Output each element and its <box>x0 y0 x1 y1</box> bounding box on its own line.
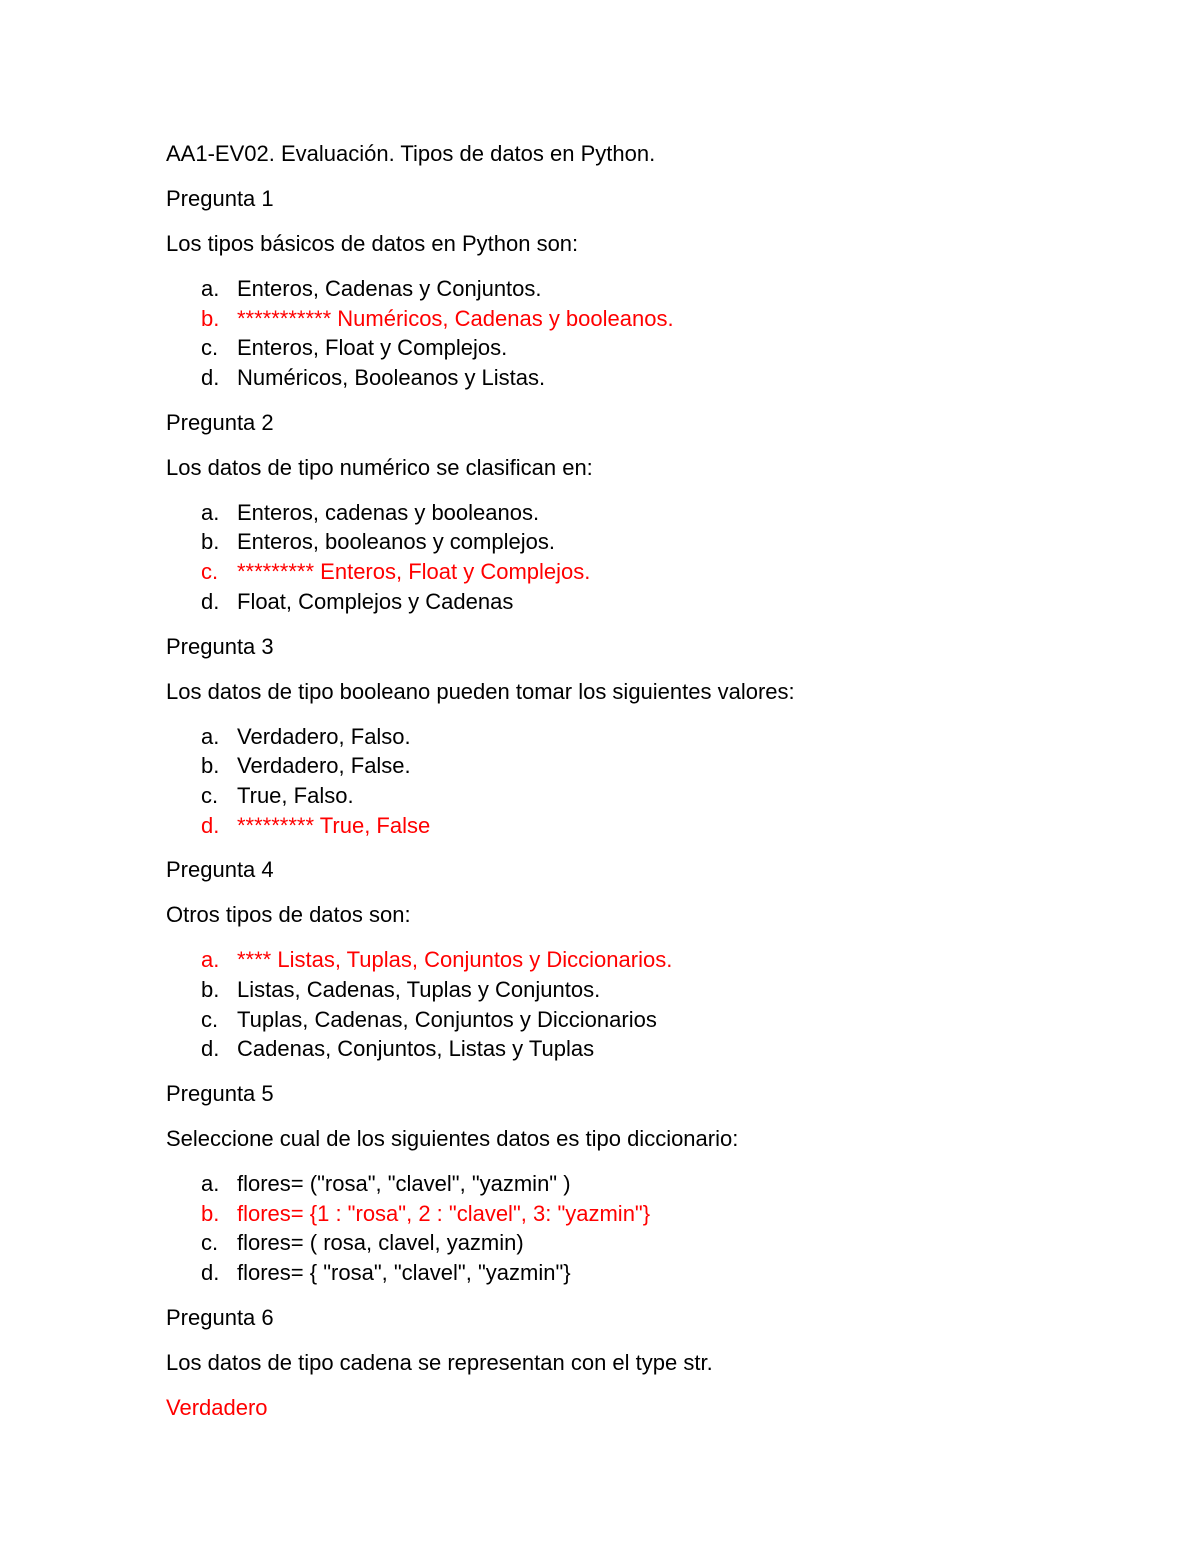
option-item <box>166 527 1126 557</box>
option-letter: c. <box>201 1006 219 1032</box>
option-text: Verdadero, Falso. <box>237 723 411 749</box>
option-letter: d. <box>201 1260 220 1286</box>
option-item <box>166 274 1126 304</box>
option-letter: a. <box>201 499 220 525</box>
option-letter: d. <box>201 588 220 614</box>
option-text: Float, Complejos y Cadenas <box>237 588 514 614</box>
option-text: True, Falso. <box>237 782 354 808</box>
option-text: Enteros, cadenas y booleanos. <box>237 499 540 525</box>
question-text: Los tipos básicos de datos en Python son: <box>166 231 579 256</box>
option-text: Enteros, booleanos y complejos. <box>237 529 555 555</box>
option-text: Enteros, Cadenas y Conjuntos. <box>237 276 542 301</box>
question-text: Los datos de tipo numérico se clasifican en: <box>166 454 593 480</box>
option-letter: b. <box>201 1200 220 1226</box>
option-text: flores= ("rosa", "clavel", "yazmin" ) <box>237 1171 571 1196</box>
option-letter: c. <box>201 782 219 808</box>
option-letter: a. <box>201 947 220 973</box>
option-item <box>166 587 1126 617</box>
correct-option <box>166 304 1126 334</box>
question-block <box>166 855 1126 1064</box>
options-list <box>166 1169 1126 1288</box>
question-label: Pregunta 3 <box>166 633 274 659</box>
option-text: Tuplas, Cadenas, Conjuntos y Diccionarios <box>237 1006 657 1032</box>
document-page <box>166 139 1126 1423</box>
question-block <box>166 184 1126 393</box>
question-label: Pregunta 5 <box>166 1081 274 1106</box>
question-block <box>166 632 1126 841</box>
option-item <box>166 975 1126 1005</box>
option-text: ********* Enteros, Float y Complejos. <box>237 559 591 585</box>
option-letter: c. <box>201 1230 219 1256</box>
option-text: Numéricos, Booleanos y Listas. <box>237 365 546 391</box>
correct-option <box>166 945 1126 975</box>
option-text: *********** Numéricos, Cadenas y booleanos. <box>237 305 674 331</box>
option-item <box>166 1169 1126 1199</box>
option-letter: b. <box>201 305 220 331</box>
option-item <box>166 722 1126 752</box>
question-label: Pregunta 1 <box>166 186 274 211</box>
option-letter: d. <box>201 1036 220 1062</box>
option-text: **** Listas, Tuplas, Conjuntos y Diccionarios. <box>237 947 673 973</box>
option-letter: d. <box>201 812 220 838</box>
option-letter: b. <box>201 976 220 1002</box>
option-text: flores= {1 : "rosa", 2 : "clavel", 3: "yazmin"} <box>237 1200 651 1226</box>
option-item <box>166 363 1126 393</box>
correct-option <box>166 557 1126 587</box>
option-letter: c. <box>201 559 219 585</box>
option-item <box>166 751 1126 781</box>
option-letter: c. <box>201 335 219 361</box>
correct-option <box>166 1199 1126 1229</box>
option-item <box>166 1228 1126 1258</box>
option-letter: a. <box>201 723 220 749</box>
option-letter: d. <box>201 365 220 391</box>
option-text: Verdadero, False. <box>237 753 411 779</box>
option-letter: b. <box>201 753 220 779</box>
answer-text: Verdadero <box>166 1394 268 1420</box>
question-block <box>166 1303 1126 1423</box>
option-text: Listas, Cadenas, Tuplas y Conjuntos. <box>237 976 601 1002</box>
option-item <box>166 333 1126 363</box>
option-letter: b. <box>201 529 220 555</box>
question-block <box>166 408 1126 617</box>
question-block <box>166 1079 1126 1288</box>
question-text: Otros tipos de datos son: <box>166 902 411 928</box>
question-text: Los datos de tipo cadena se representan con el type str. <box>166 1349 713 1375</box>
options-list <box>166 498 1126 617</box>
options-list <box>166 722 1126 841</box>
question-label: Pregunta 2 <box>166 409 274 435</box>
option-text: flores= { "rosa", "clavel", "yazmin"} <box>237 1260 571 1286</box>
questions-list <box>166 184 1126 1423</box>
question-label: Pregunta 6 <box>166 1304 274 1330</box>
option-text: Enteros, Float y Complejos. <box>237 335 508 361</box>
question-text: Los datos de tipo booleano pueden tomar los siguientes valores: <box>166 678 795 704</box>
option-text: flores= ( rosa, clavel, yazmin) <box>237 1230 524 1256</box>
correct-option <box>166 811 1126 841</box>
option-text: ********* True, False <box>237 812 431 838</box>
option-item <box>166 498 1126 528</box>
question-label: Pregunta 4 <box>166 857 274 883</box>
option-item <box>166 1034 1126 1064</box>
option-item <box>166 1005 1126 1035</box>
option-letter: a. <box>201 276 220 301</box>
option-item <box>166 781 1126 811</box>
question-text: Seleccione cual de los siguientes datos es tipo diccionario: <box>166 1126 739 1151</box>
option-text: Cadenas, Conjuntos, Listas y Tuplas <box>237 1036 595 1062</box>
option-item <box>166 1258 1126 1288</box>
option-letter: a. <box>201 1171 220 1196</box>
document-title: AA1-EV02. Evaluación. Tipos de datos en Python. <box>166 141 656 166</box>
options-list <box>166 274 1126 393</box>
options-list <box>166 945 1126 1064</box>
